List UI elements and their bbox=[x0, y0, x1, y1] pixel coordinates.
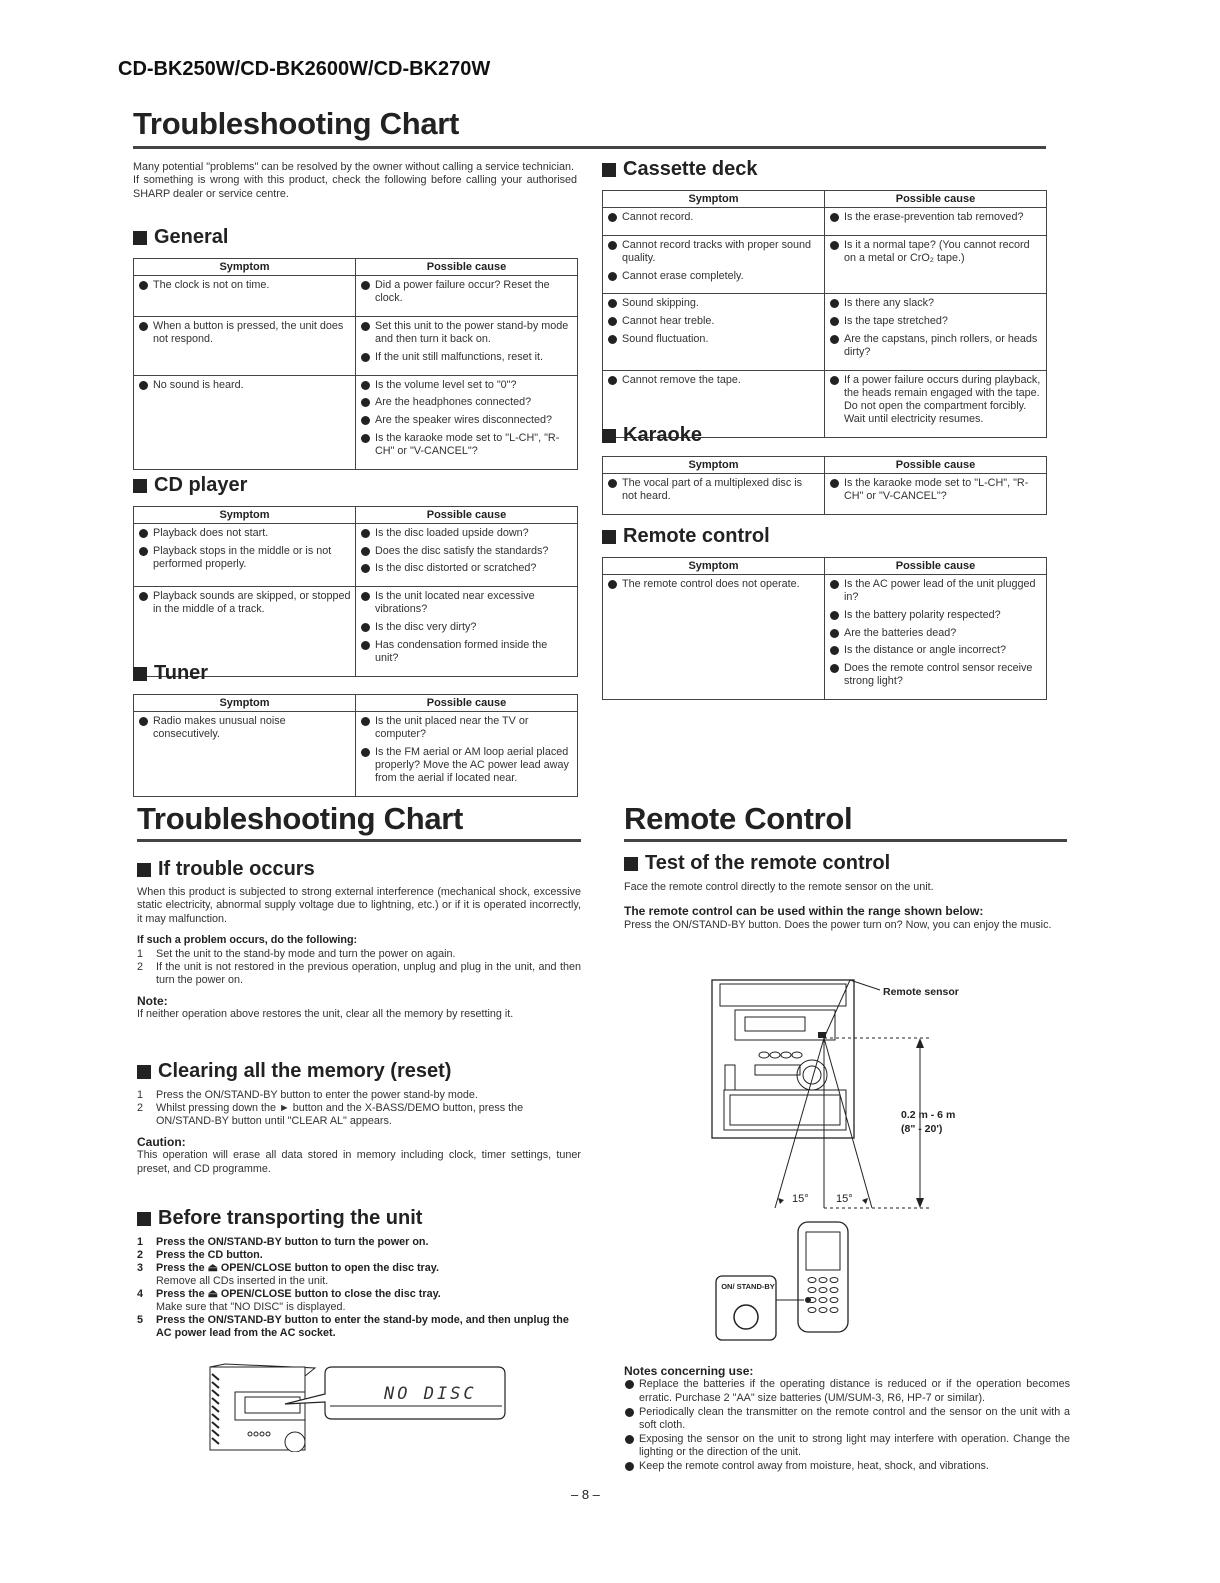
angle-left-label: 15° bbox=[792, 1193, 809, 1205]
symptom-cell bbox=[134, 712, 356, 797]
step-text: Press the ⏏ OPEN/CLOSE button to close the disc tray. bbox=[156, 1288, 441, 1300]
table-row bbox=[603, 294, 1047, 370]
cause-item: Is the FM aerial or AM loop aerial placed properly? Move the AC power lead away from the aerial if located near. bbox=[360, 746, 573, 786]
range-imperial-label: (8" - 20') bbox=[901, 1123, 943, 1135]
heading-text: Before transporting the unit bbox=[158, 1207, 423, 1229]
model-header: CD-BK250W/CD-BK2600W/CD-BK270W bbox=[118, 58, 491, 80]
step-number: 5 bbox=[137, 1314, 144, 1326]
cassette-table bbox=[602, 190, 1047, 438]
cause-item: If a power failure occurs during playback, the heads remain engaged with the tape. Do not open the compartment forcibly. Wait until electricity resumes. bbox=[829, 374, 1042, 427]
cd-heading bbox=[133, 474, 578, 497]
symptom-item: Radio makes unusual noise consecutively. bbox=[138, 715, 351, 741]
symptom-cell bbox=[603, 474, 825, 515]
symptom-item: Playback sounds are skipped, or stopped in the middle of a track. bbox=[138, 590, 351, 616]
cause-header: Possible cause bbox=[356, 507, 578, 524]
transport-steps bbox=[137, 1236, 581, 1340]
tuner-section bbox=[133, 662, 578, 797]
cause-cell bbox=[825, 294, 1047, 370]
transport-heading bbox=[137, 1207, 581, 1230]
step-text: Set the unit to the stand-by mode and turn the power on again. bbox=[156, 947, 456, 960]
step-subtext: Make sure that "NO DISC" is displayed. bbox=[156, 1301, 346, 1313]
intro-para-1: Many potential "problems" can be resolved by the owner without calling a service technician. bbox=[133, 161, 574, 173]
unit-display-illustration bbox=[205, 1362, 510, 1452]
transport-step bbox=[137, 1236, 581, 1249]
step-body bbox=[156, 1288, 441, 1314]
general-heading bbox=[133, 226, 578, 249]
cd-table bbox=[133, 506, 578, 677]
caution-text: This operation will erase all data stored in memory including clock, timer settings, tuner preset, and CD programme. bbox=[137, 1149, 581, 1175]
cause-cell bbox=[356, 316, 578, 375]
cause-cell bbox=[825, 208, 1047, 236]
cause-item: Is the AC power lead of the unit plugged in? bbox=[829, 578, 1042, 604]
reset-step bbox=[137, 1089, 581, 1102]
symptom-item: When a button is pressed, the unit does not respond. bbox=[138, 320, 351, 346]
cassette-section bbox=[602, 158, 1047, 438]
symptom-item: Sound skipping. bbox=[607, 297, 820, 310]
cause-cell bbox=[356, 375, 578, 469]
symptom-item: Cannot erase completely. bbox=[607, 270, 820, 283]
table-header-row bbox=[603, 558, 1047, 575]
tuner-heading bbox=[133, 662, 578, 685]
page-number: – 8 – bbox=[571, 1487, 600, 1502]
symptom-cell bbox=[603, 208, 825, 236]
symptom-header: Symptom bbox=[603, 191, 825, 208]
square-bullet-icon bbox=[602, 530, 616, 544]
heading-text: Cassette deck bbox=[623, 158, 758, 180]
lower-right-rule bbox=[624, 839, 1067, 842]
remote-control-title: Remote Control bbox=[624, 801, 853, 836]
step-text: Press the ⏏ OPEN/CLOSE button to open the disc tray. bbox=[156, 1262, 439, 1274]
symptom-cell bbox=[603, 235, 825, 294]
lower-left-rule bbox=[137, 839, 581, 842]
notes-section bbox=[624, 1365, 1070, 1474]
intro-text bbox=[133, 161, 577, 201]
table-header-row bbox=[134, 507, 578, 524]
symptom-header: Symptom bbox=[134, 695, 356, 712]
cause-item: Is the disc loaded upside down? bbox=[360, 527, 573, 540]
table-header-row bbox=[603, 457, 1047, 474]
trouble-step bbox=[137, 948, 581, 961]
heading-text: Test of the remote control bbox=[645, 852, 891, 874]
test-remote-heading bbox=[624, 852, 1070, 875]
symptom-item: Cannot remove the tape. bbox=[607, 374, 820, 387]
remote-table bbox=[602, 557, 1047, 700]
transport-section bbox=[137, 1207, 581, 1340]
table-row bbox=[134, 276, 578, 317]
square-bullet-icon bbox=[133, 479, 147, 493]
cause-item: Did a power failure occur? Reset the clock. bbox=[360, 279, 573, 305]
square-bullet-icon bbox=[133, 667, 147, 681]
cause-item: Is the unit located near excessive vibrations? bbox=[360, 590, 573, 616]
symptom-cell bbox=[603, 575, 825, 700]
cause-header: Possible cause bbox=[825, 191, 1047, 208]
general-table bbox=[133, 258, 578, 470]
step-text: Press the ON/STAND-BY button to turn the power on. bbox=[156, 1236, 429, 1248]
trouble-subheading: If such a problem occurs, do the following: bbox=[137, 934, 358, 947]
transport-step bbox=[137, 1262, 581, 1288]
cause-cell bbox=[825, 235, 1047, 294]
cause-cell bbox=[356, 524, 578, 587]
reset-step bbox=[137, 1102, 581, 1128]
test-body: Face the remote control directly to the remote sensor on the unit. bbox=[624, 881, 934, 893]
cause-item: Set this unit to the power stand-by mode and then turn it back on. bbox=[360, 320, 573, 346]
step-number: 2 bbox=[137, 960, 144, 973]
symptom-cell bbox=[134, 276, 356, 317]
symptom-header: Symptom bbox=[603, 558, 825, 575]
step-text: Press the CD button. bbox=[156, 1249, 263, 1261]
tuner-table bbox=[133, 694, 578, 797]
cause-item: Is there any slack? bbox=[829, 297, 1042, 310]
heading-text: Clearing all the memory (reset) bbox=[158, 1060, 452, 1082]
symptom-header: Symptom bbox=[134, 259, 356, 276]
heading-text: CD player bbox=[154, 474, 248, 496]
general-section bbox=[133, 226, 578, 470]
note-item: Periodically clean the transmitter on the remote control and the sensor on the unit with a soft cloth. bbox=[624, 1406, 1070, 1433]
cd-player-section bbox=[133, 474, 578, 677]
symptom-header: Symptom bbox=[134, 507, 356, 524]
step-text: Whilst pressing down the ► button and the X-BASS/DEMO button, press the ON/STAND-BY button until "CLEAR AL" appears. bbox=[156, 1102, 524, 1127]
remote-heading bbox=[602, 525, 1047, 548]
reset-section bbox=[137, 1060, 581, 1176]
symptom-cell bbox=[134, 375, 356, 469]
cause-item: Is the tape stretched? bbox=[829, 315, 1042, 328]
heading-text: Tuner bbox=[154, 662, 209, 684]
symptom-item: Cannot record tracks with proper sound quality. bbox=[607, 239, 820, 265]
reset-heading bbox=[137, 1060, 581, 1083]
cassette-heading bbox=[602, 158, 1047, 181]
cause-item: Is the karaoke mode set to "L-CH", "R-CH" or "V-CANCEL"? bbox=[360, 432, 573, 458]
notes-label: Notes concerning use: bbox=[624, 1364, 754, 1378]
symptom-header: Symptom bbox=[603, 457, 825, 474]
on-standby-button-label: ON/ STAND-BY bbox=[721, 1282, 775, 1291]
cause-item: Are the batteries dead? bbox=[829, 627, 1042, 640]
symptom-item: Playback does not start. bbox=[138, 527, 351, 540]
caution-label: Caution: bbox=[137, 1135, 186, 1149]
cause-item: Are the capstans, pinch rollers, or heads dirty? bbox=[829, 333, 1042, 359]
if-trouble-heading bbox=[137, 858, 581, 881]
note-text: If neither operation above restores the unit, clear all the memory by resetting it. bbox=[137, 1008, 514, 1021]
cause-item: Is the karaoke mode set to "L-CH", "R-CH" or "V-CANCEL"? bbox=[829, 477, 1042, 503]
step-number: 2 bbox=[137, 1249, 144, 1261]
cause-header: Possible cause bbox=[825, 558, 1047, 575]
trouble-body: When this product is subjected to strong external interference (mechanical shock, excessive static electricity, abnormal supply voltage due to lightning, etc.) or if it is operated incorrectly, it may malfunction. bbox=[137, 886, 581, 925]
cause-item: Does the disc satisfy the standards? bbox=[360, 545, 573, 558]
step-number: 2 bbox=[137, 1102, 144, 1114]
heading-text: Remote control bbox=[623, 525, 770, 547]
table-row bbox=[134, 316, 578, 375]
step-number: 4 bbox=[137, 1288, 144, 1300]
square-bullet-icon bbox=[602, 163, 616, 177]
note-item: Replace the batteries if the operating distance is reduced or if the operation becomes erratic. Purchase 2 "AA" size batteries (UM/SUM-3, R6, HP-7 or similar). bbox=[624, 1378, 1070, 1405]
remote-range-diagram bbox=[700, 970, 1000, 1350]
step-number: 1 bbox=[137, 947, 144, 960]
intro-para-2: If something is wrong with this product, check the following before calling your authorised SHARP dealer or service centre. bbox=[133, 174, 577, 200]
range-label: 0.2 m - 6 m bbox=[901, 1109, 956, 1121]
cause-item: Is it a normal tape? (You cannot record on a metal or CrO₂ tape.) bbox=[829, 239, 1042, 265]
symptom-item: Sound fluctuation. bbox=[607, 333, 820, 346]
cause-item: If the unit still malfunctions, reset it. bbox=[360, 351, 573, 364]
step-body bbox=[156, 1236, 429, 1249]
cause-item: Has condensation formed inside the unit? bbox=[360, 639, 573, 665]
cause-cell bbox=[356, 276, 578, 317]
heading-text: If trouble occurs bbox=[158, 858, 315, 880]
transport-step bbox=[137, 1288, 581, 1314]
cause-cell bbox=[825, 575, 1047, 700]
table-row bbox=[603, 235, 1047, 294]
table-row bbox=[603, 474, 1047, 515]
step-number: 3 bbox=[137, 1262, 144, 1274]
karaoke-section bbox=[602, 424, 1047, 515]
symptom-item: Cannot hear treble. bbox=[607, 315, 820, 328]
title-rule bbox=[133, 146, 1046, 149]
square-bullet-icon bbox=[133, 231, 147, 245]
test-body-2: Press the ON/STAND-BY button. Does the power turn on? Now, you can enjoy the music. bbox=[624, 918, 1052, 931]
table-header-row bbox=[134, 259, 578, 276]
symptom-item: No sound is heard. bbox=[138, 379, 351, 392]
table-row bbox=[134, 712, 578, 797]
symptom-cell bbox=[603, 294, 825, 370]
table-row bbox=[603, 575, 1047, 700]
karaoke-heading bbox=[602, 424, 1047, 447]
step-text: Press the ON/STAND-BY button to enter the stand-by mode, and then unplug the AC power lead from the AC socket. bbox=[156, 1314, 569, 1339]
lower-left-title: Troubleshooting Chart bbox=[137, 801, 464, 836]
symptom-cell bbox=[134, 524, 356, 587]
symptom-cell bbox=[134, 316, 356, 375]
table-row bbox=[134, 524, 578, 587]
note-item: Keep the remote control away from moisture, heat, shock, and vibrations. bbox=[624, 1460, 1070, 1474]
square-bullet-icon bbox=[137, 863, 151, 877]
trouble-step bbox=[137, 961, 581, 987]
cause-header: Possible cause bbox=[356, 259, 578, 276]
cause-item: Is the erase-prevention tab removed? bbox=[829, 211, 1042, 224]
range-subheading: The remote control can be used within the range shown below: bbox=[624, 904, 984, 919]
symptom-item: Playback stops in the middle or is not performed properly. bbox=[138, 545, 351, 571]
remote-section bbox=[602, 525, 1047, 700]
transport-step bbox=[137, 1249, 581, 1262]
cause-header: Possible cause bbox=[356, 695, 578, 712]
square-bullet-icon bbox=[137, 1212, 151, 1226]
if-trouble-section bbox=[137, 858, 581, 1021]
symptom-item: The clock is not on time. bbox=[138, 279, 351, 292]
note-item: Exposing the sensor on the unit to strong light may interfere with operation. Change the lighting or the direction of the unit. bbox=[624, 1433, 1070, 1460]
cause-header: Possible cause bbox=[825, 457, 1047, 474]
square-bullet-icon bbox=[602, 429, 616, 443]
table-row bbox=[603, 208, 1047, 236]
cause-cell bbox=[825, 474, 1047, 515]
cause-item: Is the battery polarity respected? bbox=[829, 609, 1042, 622]
cause-item: Is the disc distorted or scratched? bbox=[360, 562, 573, 575]
table-header-row bbox=[603, 191, 1047, 208]
page-title: Troubleshooting Chart bbox=[133, 106, 460, 141]
cause-item: Is the volume level set to "0"? bbox=[360, 379, 573, 392]
step-body bbox=[156, 1314, 581, 1340]
square-bullet-icon bbox=[137, 1065, 151, 1079]
heading-text: General bbox=[154, 226, 229, 248]
note-label: Note: bbox=[137, 993, 168, 1008]
cause-item: Is the disc very dirty? bbox=[360, 621, 573, 634]
table-row bbox=[134, 375, 578, 469]
step-number: 1 bbox=[137, 1089, 144, 1101]
cause-cell bbox=[356, 712, 578, 797]
symptom-item: The remote control does not operate. bbox=[607, 578, 820, 591]
cause-item: Is the unit placed near the TV or computer? bbox=[360, 715, 573, 741]
symptom-item: The vocal part of a multiplexed disc is not heard. bbox=[607, 477, 820, 503]
step-body bbox=[156, 1262, 439, 1288]
step-subtext: Remove all CDs inserted in the unit. bbox=[156, 1275, 329, 1287]
transport-step bbox=[137, 1314, 581, 1340]
angle-right-label: 15° bbox=[836, 1193, 853, 1205]
cause-item: Are the headphones connected? bbox=[360, 396, 573, 409]
step-text: If the unit is not restored in the previous operation, unplug and plug in the unit, and then turn the power on. bbox=[156, 960, 581, 986]
table-header-row bbox=[134, 695, 578, 712]
square-bullet-icon bbox=[624, 857, 638, 871]
karaoke-table bbox=[602, 456, 1047, 515]
heading-text: Karaoke bbox=[623, 424, 702, 446]
test-remote-section bbox=[624, 852, 1070, 932]
step-number: 1 bbox=[137, 1236, 144, 1248]
symptom-item: Cannot record. bbox=[607, 211, 820, 224]
no-disc-display: NO DISC bbox=[384, 1384, 477, 1404]
cause-item: Is the distance or angle incorrect? bbox=[829, 644, 1042, 657]
cause-item: Does the remote control sensor receive strong light? bbox=[829, 662, 1042, 688]
remote-sensor-label: Remote sensor bbox=[883, 986, 959, 998]
step-text: Press the ON/STAND-BY button to enter the power stand-by mode. bbox=[156, 1089, 478, 1101]
step-body bbox=[156, 1249, 263, 1262]
cause-item: Are the speaker wires disconnected? bbox=[360, 414, 573, 427]
